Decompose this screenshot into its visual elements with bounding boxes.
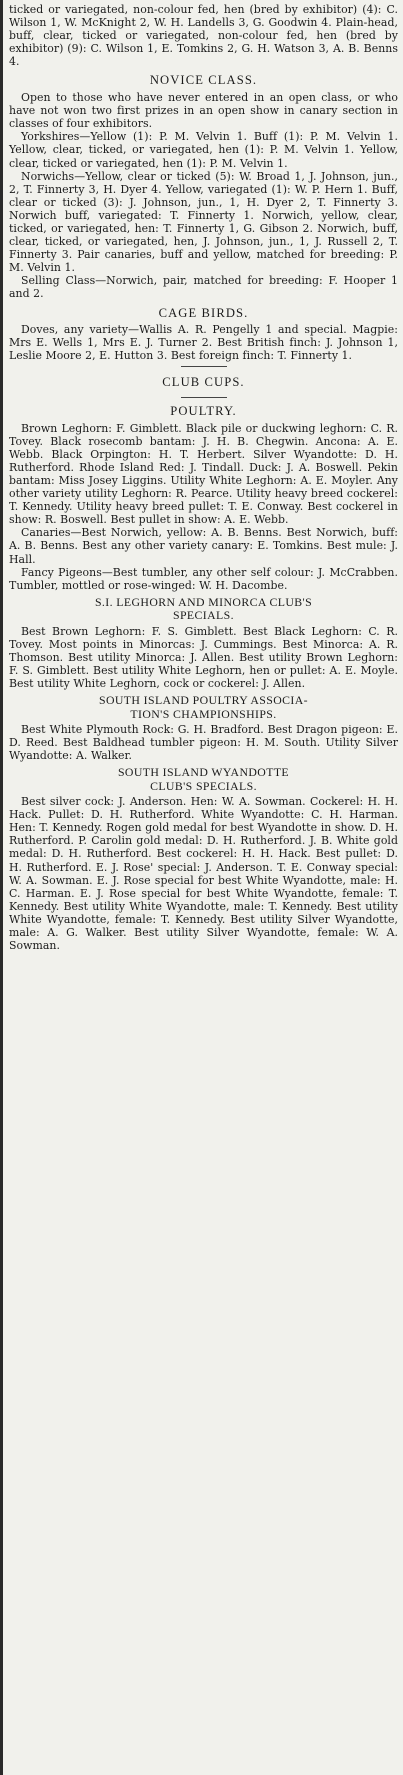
paragraph-novice-norwichs: Norwichs—Yellow, clear or ticked (5): W. Broad 1, J. Johnson, jun., 2, T. Finnerty 3, H. Dyer 4. Yellow, variegated (1): W. P. Hern 1. Buff, clear or ticked (3): J. Johnson, jun., 1, H. Dyer 2, T. Finnerty 3. Norwich buff, variegated: T. Finnerty 1. Norwich, yellow, clear, ticked, or variegated, hen: T. Finnerty 1, G. Gibson 2. Norwich, buff, clear, ticked, or variegated, hen, J. Johnson, jun., 1, J. Russell 2, T. Finnerty 3. Pair canaries, buff and yellow, matched for breeding: P. M. Velvin 1. <box>9 169 398 275</box>
section-divider <box>181 397 227 398</box>
heading-si-leghorn-line2: SPECIALS. <box>173 608 234 623</box>
paragraph-poultry-winners: Brown Leghorn: F. Gimblett. Black pile or duckwing leghorn: C. R. Tovey. Black rosecomb bantam: J. H. B. Chegwin. Ancona: A. E. Webb. Black Orpington: H. T. Herbert. Silver Wyandotte: D. H. Rutherford. Rhode Island Red: J. Tindall. Duck: J. A. Boswell. Pekin bantam: Miss Josey Liggins. Utility White Leghorn: A. E. Moyler. Any other variety utility Leghorn: R. Pearce. Utility heavy breed cockerel: T. Kennedy. Utility heavy breed pullet: T. E. Conway. Best cockerel in show: R. Boswell. Best pullet in show: A. E. Webb. <box>9 421 398 527</box>
paragraph-si-wyandotte-specials: Best silver cock: J. Anderson. Hen: W. A. Sowman. Cockerel: H. H. Hack. Pullet: D. H. Rutherford. White Wyandotte: C. H. Harman. Hen: T. Kennedy. Rogen gold medal for best Wyandotte in show. D. H. Rutherford. P. Carolin gold medal: D. H. Rutherford. J. B. White gold medal: D. H. Rutherford. Best cockerel: H. H. Hack. Best pullet: D. H. Rutherford. E. J. Rose' special: J. Anderson. T. E. Conway special: W. A. Sowman. E. J. Rose special for best White Wyandotte, male: H. C. Harman. E. J. Rose special for best White Wyandotte, female: T. Kennedy. Best utility White Wyandotte, male: T. Kennedy. Best utility White Wyandotte, female: T. Kennedy. Best utility Silver Wyandotte, male: A. G. Walker. Best utility Silver Wyandotte, female: W. A. Sowman. <box>9 795 398 953</box>
paragraph-fancy-pigeons: Fancy Pigeons—Best tumbler, any other self colour: J. McCrabben. Tumbler, mottled or rose-winged: W. H. Dacombe. <box>9 565 398 592</box>
paragraph-canary-results-continued: ticked or variegated, non-colour fed, hen (bred by exhibitor) (4): C. Wilson 1, W. McKnight 2, W. H. Landells 3, G. Goodwin 4. Plain-head, buff, clear, ticked or variegated, non-colour fed, hen (bred by exhibitor) (9): C. Wilson 1, E. Tomkins 2, G. H. Watson 3, A. B. Benns 4. <box>9 3 398 69</box>
paragraph-canaries: Canaries—Best Norwich, yellow: A. B. Benns. Best Norwich, buff: A. B. Benns. Best any other variety canary: E. Tomkins. Best mule: J. Hall. <box>9 526 398 566</box>
paragraph-si-poultry-championships: Best White Plymouth Rock: G. H. Bradford. Best Dragon pigeon: E. D. Reed. Best Baldhead tumbler pigeon: H. M. South. Utility Silver Wyandotte: A. Walker. <box>9 722 398 763</box>
heading-novice-class: NOVICE CLASS. <box>149 73 258 88</box>
heading-poultry: POULTRY. <box>170 404 237 419</box>
paragraph-novice-selling-class: Selling Class—Norwich, pair, matched for breeding: F. Hooper 1 and 2. <box>9 274 398 301</box>
heading-club-cups: CLUB CUPS. <box>162 375 245 390</box>
heading-si-poultry-line1: SOUTH ISLAND POULTRY ASSOCIA- <box>98 693 308 708</box>
heading-cage-birds: CAGE BIRDS. <box>158 305 249 320</box>
paragraph-cage-birds: Doves, any variety—Wallis A. R. Pengelly 1 and special. Magpie: Mrs E. Wells 1, Mrs E. J. Turner 2. Best British finch: J. Johnson 1, Leslie Moore 2, E. Hutton 3. Best foreign finch: T. Finnerty 1. <box>9 323 398 363</box>
heading-si-poultry-line2: TION'S CHAMPIONSHIPS. <box>130 706 277 721</box>
heading-si-poultry-association <box>9 690 398 723</box>
paragraph-novice-rules: Open to those who have never entered in an open class, or who have not won two first prizes in an open show in canary section in classes of four exhibitors. <box>9 91 398 131</box>
paragraph-si-leghorn-specials: Best Brown Leghorn: F. S. Gimblett. Best Black Leghorn: C. R. Tovey. Most points in Minorcas: J. Cummings. Best Minorca: A. R. Thomson. Best utility Minorca: J. Allen. Best utility Brown Leghorn: F. S. Gimblett. Best utility White Leghorn, hen or pullet: A. E. Moyle. Best utility White Leghorn, cock or cockerel: J. Allen. <box>9 624 398 691</box>
heading-si-wyandotte-club <box>9 762 398 795</box>
section-divider <box>181 366 227 367</box>
heading-si-wyandotte-line2: CLUB'S SPECIALS. <box>150 778 257 793</box>
heading-si-leghorn-line1: S.I. LEGHORN AND MINORCA CLUB'S <box>94 594 313 609</box>
heading-si-leghorn-minorca-club <box>9 592 398 625</box>
heading-si-wyandotte-line1: SOUTH ISLAND WYANDOTTE <box>117 765 290 780</box>
paragraph-novice-yorkshires: Yorkshires—Yellow (1): P. M. Velvin 1. Buff (1): P. M. Velvin 1. Yellow, clear, ticked, or variegated, hen (1): P. M. Velvin 1. Yellow, clear, ticked or variegated, hen (1): P. M. Velvin 1. <box>9 130 398 170</box>
